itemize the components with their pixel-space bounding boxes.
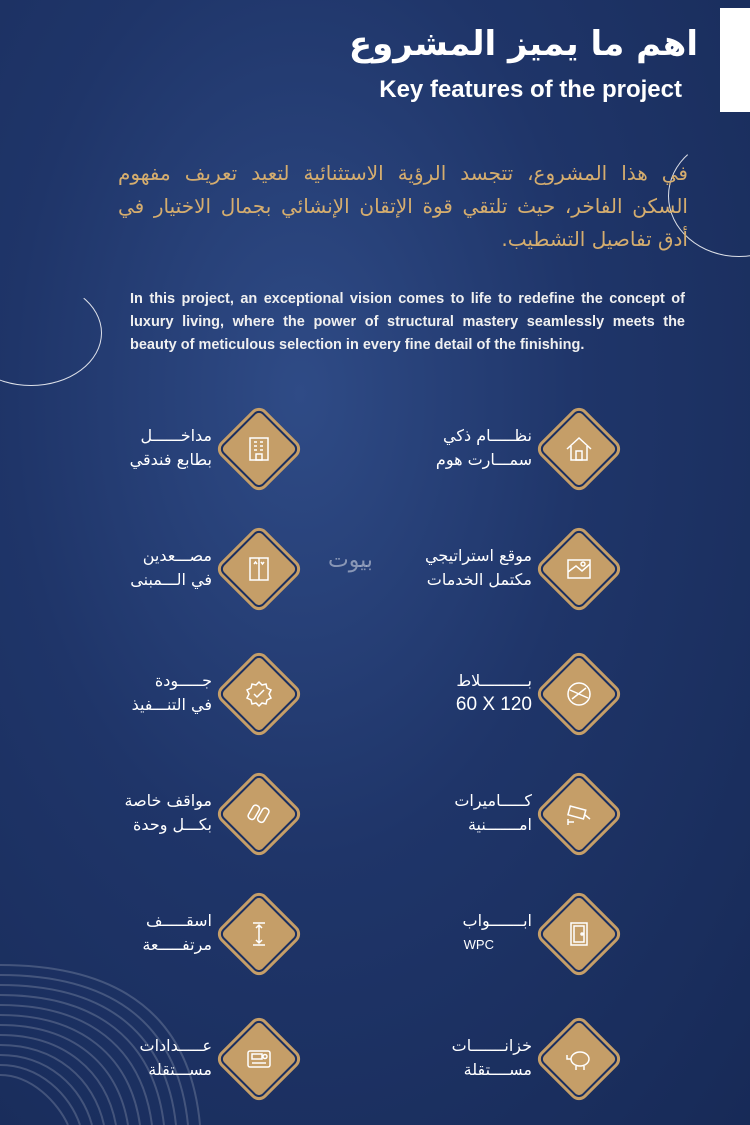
feature-line2: مرتفـــــعة: [142, 935, 212, 954]
feature-line1: مداخــــــل: [140, 426, 212, 445]
feature-water-tanks: [290, 1020, 620, 1110]
feature-line2: مســـتقلة: [148, 1060, 212, 1079]
water-tank-icon: [550, 1030, 608, 1088]
page-title-arabic: اهم ما يميز المشروع: [348, 24, 698, 64]
feature-line1: نظـــــام ذكي: [443, 426, 532, 445]
feature-smart-home: [290, 410, 620, 500]
hotel-entrance-icon: [230, 420, 288, 478]
feature-strategic-location: [290, 530, 620, 620]
feature-high-ceilings: [0, 895, 300, 985]
feature-line1: بــــــــــلاط: [456, 671, 532, 690]
feature-hotel-entrance: [0, 410, 300, 500]
feature-line1: عـــــدادات: [139, 1036, 212, 1055]
meter-icon: [230, 1030, 288, 1088]
quality-badge-icon: [230, 665, 288, 723]
feature-line1: مواقف خاصة: [124, 791, 212, 810]
white-corner-strip: [720, 8, 750, 112]
high-ceiling-icon: [230, 905, 288, 963]
intro-arabic: في هذا المشروع، تتجسد الرؤية الاستثنائية لتعيد تعريف مفهوم السكن الفاخر، حيث تلتقي قوة الإتقان الإنشائي بجمال الاختيار في أدق تفاصيل التشطيب.: [118, 161, 688, 251]
feature-line2: مكتمل الخدمات: [426, 570, 532, 589]
feature-line2: WPC: [463, 937, 494, 952]
feature-line1: خزانـــــــات: [451, 1036, 532, 1055]
tile-icon: [550, 665, 608, 723]
feature-line1: موقع استراتيجي: [425, 546, 532, 565]
intro-english: In this project, an exceptional vision comes to life to redefine the concept of luxury living, where the power of structural mastery seamlessly meets the beauty of meticulous selection in every fine detail of the finishing.: [130, 291, 685, 353]
smart-home-icon: [550, 420, 608, 478]
feature-elevators: [0, 530, 300, 620]
feature-tiles: [290, 655, 620, 745]
feature-cameras: [290, 775, 620, 865]
decorative-arc: [0, 280, 102, 386]
security-camera-icon: [550, 785, 608, 843]
feature-line1: اسقـــــف: [146, 911, 212, 930]
feature-quality: [0, 655, 300, 745]
feature-line1: ابـــــــواب: [462, 911, 532, 930]
watermark: بيوت: [328, 548, 373, 573]
elevator-icon: [230, 540, 288, 598]
feature-line2: امـــــــنية: [467, 815, 532, 834]
feature-line2: سمـــارت هوم: [435, 450, 532, 469]
feature-line2: بطابع فندقي: [129, 450, 212, 469]
feature-line2: في التنـــفيذ: [131, 695, 212, 714]
feature-doors: [290, 895, 620, 985]
feature-line2: مســــتقلة: [463, 1060, 532, 1079]
map-location-icon: [550, 540, 608, 598]
feature-line2: 60 X 120: [455, 694, 532, 715]
feature-parking: [0, 775, 300, 865]
feature-line2: بكـــل وحدة: [133, 815, 212, 834]
page-title-english: Key features of the project: [379, 76, 682, 103]
feature-meters: [0, 1020, 300, 1110]
feature-line2: في الـــمبنى: [130, 570, 212, 589]
door-icon: [550, 905, 608, 963]
feature-line1: مصـــعدين: [142, 546, 212, 565]
feature-line1: كـــــاميرات: [454, 791, 532, 810]
feature-line1: جـــــودة: [154, 671, 212, 690]
parking-icon: [230, 785, 288, 843]
